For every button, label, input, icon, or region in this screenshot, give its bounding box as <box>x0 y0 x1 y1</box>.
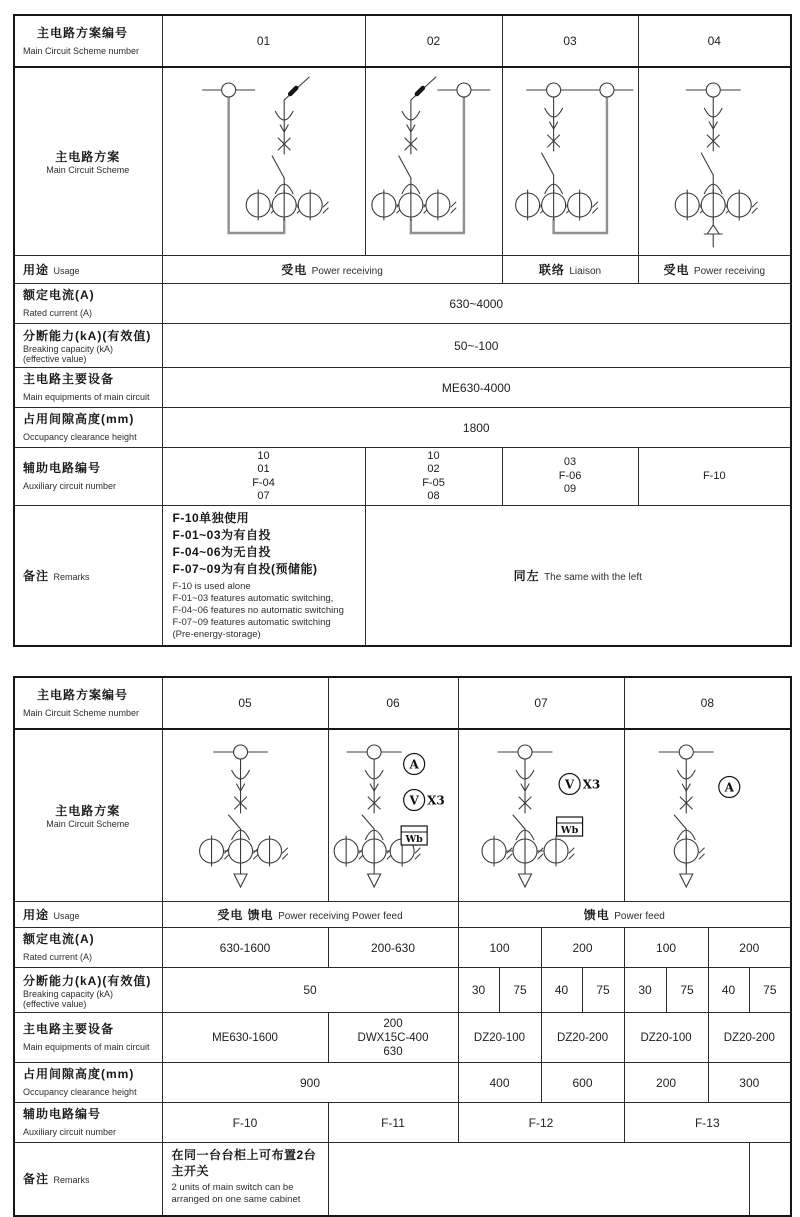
t2-breaking-en2: (effective value) <box>23 998 87 1009</box>
t2-aux-en: Auxiliary circuit number <box>23 1127 117 1137</box>
t2-diagram-row <box>14 729 791 902</box>
t1-rated-en: Rated current (A) <box>23 308 93 318</box>
t1-aux-label-cell <box>14 448 162 506</box>
t1-remarks-en: Remarks <box>53 571 90 582</box>
t2-equip-value-07b: DZ20-200 <box>541 1013 624 1063</box>
t1-usage-v12-zh: 受电 <box>281 262 308 277</box>
t1-breaking-zh: 分断能力(kA)(有效值) <box>23 329 152 343</box>
busbar-node-circle <box>518 745 532 759</box>
t2-rated-value-07a: 100 <box>458 928 541 968</box>
t2-breaking-label-cell <box>14 968 162 1013</box>
t2-breaking-c4: 75 <box>582 968 624 1013</box>
t2-usage-v56-en: Power receiving Power feed <box>278 910 403 922</box>
t2-height-value-07b: 600 <box>541 1063 624 1103</box>
scheme-01-diagram <box>163 70 365 253</box>
t1-aux-value-04: F-10 <box>638 448 791 506</box>
t2-scheme-label-zh: 主电路方案 <box>55 804 121 818</box>
scheme-02-diagram <box>366 70 502 253</box>
t1-scheme-label-en: Main Circuit Scheme <box>46 165 130 175</box>
scheme-02-cell <box>365 67 502 256</box>
t2-equip-value-06: 200 DWX15C-400 630 <box>328 1013 458 1063</box>
scheme-08-cell <box>624 729 791 902</box>
t2-remarks-value-05 <box>162 1143 328 1216</box>
t2-col-08: 08 <box>624 677 791 729</box>
t2-rated-zh: 额定电流(A) <box>23 932 95 946</box>
scheme-05-diagram <box>163 732 328 899</box>
t1-rated-row <box>14 284 791 324</box>
t1-aux-value-01: 10 01 F-04 07 <box>162 448 365 506</box>
t1-remarks-value-01 <box>162 506 365 647</box>
t1-height-label-cell <box>14 408 162 448</box>
t2-breaking-c5: 30 <box>624 968 666 1013</box>
t2-breaking-zh: 分断能力(kA)(有效值) <box>23 973 152 988</box>
t2-header-label-cell <box>14 677 162 729</box>
busbar-node-circle <box>546 83 560 97</box>
t1-breaking-row <box>14 324 791 368</box>
t2-breaking-en1: Breaking capacity (kA) <box>23 988 114 999</box>
t1-remarks-same-zh: 同左 <box>513 568 540 583</box>
t2-breaking-c3: 40 <box>541 968 582 1013</box>
t2-equip-zh: 主电路主要设备 <box>23 1022 115 1036</box>
t2-rated-row <box>14 928 791 968</box>
t2-usage-zh: 用途 <box>23 907 50 922</box>
t2-rated-en: Rated current (A) <box>23 952 93 962</box>
t2-header-zh: 主电路方案编号 <box>37 687 129 702</box>
t1-aux-row <box>14 448 791 506</box>
t2-breaking-c6: 75 <box>666 968 708 1013</box>
scheme-06-cell <box>328 729 458 902</box>
t2-aux-zh: 辅助电路编号 <box>23 1107 102 1121</box>
t1-usage-v3-en: Liaison <box>569 265 602 277</box>
meter-multiplier-label: X3 <box>582 777 600 792</box>
scheme-04-diagram <box>639 70 791 253</box>
t2-usage-label-cell <box>14 902 162 928</box>
t2-remarks-v5-en: 2 units of main switch can be arranged on one same cabinet <box>171 1182 301 1205</box>
scheme-05-cell <box>162 729 328 902</box>
t1-usage-v12-en: Power receiving <box>311 265 383 277</box>
t1-aux-value-02: 10 02 F-05 08 <box>365 448 502 506</box>
t2-aux-row <box>14 1103 791 1143</box>
scheme-08-diagram <box>625 732 791 899</box>
t2-scheme-label-en: Main Circuit Scheme <box>46 819 130 829</box>
busbar-node-circle <box>233 745 247 759</box>
t2-height-value-07a: 400 <box>458 1063 541 1103</box>
t1-scheme-label-zh: 主电路方案 <box>55 150 121 164</box>
t2-rated-value-08a: 100 <box>624 928 708 968</box>
t1-aux-en: Auxiliary circuit number <box>23 481 117 491</box>
meter-label: A <box>408 757 419 772</box>
t2-header-row <box>14 677 791 729</box>
t1-col-02: 02 <box>365 15 502 67</box>
t1-remarks-zh: 备注 <box>23 568 50 583</box>
t2-equip-value-08a: DZ20-100 <box>624 1013 708 1063</box>
t2-breaking-c2: 75 <box>499 968 541 1013</box>
t1-breaking-value: 50~-100 <box>162 324 791 368</box>
t2-height-value-08a: 200 <box>624 1063 708 1103</box>
t2-header-en: Main Circuit Scheme number <box>23 707 140 718</box>
main-circuit-table-2 <box>13 676 792 1217</box>
scheme-07-cell <box>458 729 624 902</box>
t2-remarks-v5-zh: 在同一台台柜上可布置2台 主开关 <box>171 1148 317 1178</box>
t2-col-05: 05 <box>162 677 328 729</box>
busbar-node-circle <box>221 83 235 97</box>
t1-usage-en: Usage <box>53 265 80 276</box>
t1-equip-en: Main equipments of main circuit <box>23 392 150 402</box>
t2-usage-v78-zh: 馈电 <box>583 907 610 922</box>
t1-usage-zh: 用途 <box>23 262 50 277</box>
t1-rated-label-cell <box>14 284 162 324</box>
t2-rated-value-07b: 200 <box>541 928 624 968</box>
t1-equip-row <box>14 368 791 408</box>
t1-usage-row <box>14 256 791 284</box>
t1-usage-v4-zh: 受电 <box>663 262 690 277</box>
outgoing-feeder-arrow-icon <box>518 874 531 887</box>
t2-remarks-zh: 备注 <box>23 1171 50 1186</box>
t2-breaking-c7: 40 <box>708 968 749 1013</box>
scheme-03-cell <box>502 67 638 256</box>
scheme-01-cell <box>162 67 365 256</box>
t2-rated-value-06: 200-630 <box>328 928 458 968</box>
busbar-node-circle <box>456 83 470 97</box>
t2-aux-value-08: F-13 <box>624 1103 791 1143</box>
scheme-03-diagram <box>503 70 638 253</box>
energy-meter-label: Wb <box>560 825 578 836</box>
t1-usage-v4-en: Power receiving <box>693 265 766 277</box>
t2-remarks-en: Remarks <box>53 1174 90 1185</box>
t1-usage-value-03 <box>502 256 638 284</box>
t2-breaking-value-05-06: 50 <box>162 968 458 1013</box>
t1-aux-zh: 辅助电路编号 <box>23 461 102 475</box>
t2-aux-value-07: F-12 <box>458 1103 624 1143</box>
t2-rated-value-05: 630-1600 <box>162 928 328 968</box>
t1-remarks-same-as-left <box>365 506 791 647</box>
t2-remarks-row <box>14 1143 791 1216</box>
t2-equip-label-cell <box>14 1013 162 1063</box>
t1-usage-value-04 <box>638 256 791 284</box>
t1-rated-value: 630~4000 <box>162 284 791 324</box>
t1-aux-value-03: 03 F-06 09 <box>502 448 638 506</box>
meter-label: A <box>724 780 734 795</box>
t2-breaking-c1: 30 <box>458 968 499 1013</box>
t2-height-value-05-06: 900 <box>162 1063 458 1103</box>
main-circuit-table-1 <box>13 14 792 647</box>
t2-height-en: Occupancy clearance height <box>23 1087 137 1097</box>
outgoing-feeder-arrow-icon <box>367 874 380 887</box>
busbar-node-circle <box>367 745 381 759</box>
t1-col-03: 03 <box>502 15 638 67</box>
t2-usage-en: Usage <box>53 910 80 921</box>
t2-equip-value-08b: DZ20-200 <box>708 1013 791 1063</box>
t1-remarks-same-en: The same with the left <box>544 571 642 583</box>
t2-scheme-label-cell <box>14 729 162 902</box>
t2-rated-value-08b: 200 <box>708 928 791 968</box>
t2-height-value-08b: 300 <box>708 1063 791 1103</box>
t2-remarks-empty <box>328 1143 749 1216</box>
t2-col-06: 06 <box>328 677 458 729</box>
t1-remarks-zh-lines: F-10单独使用 F-01~03为有自投 F-04~06为无自投 F-07~09为有自投(预储能) <box>172 511 318 576</box>
t2-breaking-row <box>14 968 791 1013</box>
meter-multiplier-label: X3 <box>426 793 445 808</box>
scheme-07-diagram <box>459 732 624 899</box>
t2-height-label-cell <box>14 1063 162 1103</box>
busbar-node-circle <box>706 83 720 97</box>
t2-aux-label-cell <box>14 1103 162 1143</box>
t1-equip-value: ME630-4000 <box>162 368 791 408</box>
t2-col-07: 07 <box>458 677 624 729</box>
t2-usage-row <box>14 902 791 928</box>
t2-usage-v78-en: Power feed <box>614 910 665 922</box>
t1-equip-label-cell <box>14 368 162 408</box>
t1-remarks-row <box>14 506 791 647</box>
t1-height-row <box>14 408 791 448</box>
meter-label: V <box>564 777 574 792</box>
outgoing-feeder-arrow-icon <box>679 874 692 887</box>
busbar-node-circle <box>679 745 693 759</box>
t1-remarks-label-cell <box>14 506 162 647</box>
t1-usage-label-cell <box>14 256 162 284</box>
t1-breaking-en2: (effective value) <box>23 354 87 364</box>
t1-col-04: 04 <box>638 15 791 67</box>
scheme-06-diagram <box>329 732 458 899</box>
t2-aux-value-06: F-11 <box>328 1103 458 1143</box>
busbar-node-circle <box>599 83 613 97</box>
meter-label: V <box>408 793 419 808</box>
t1-col-01: 01 <box>162 15 365 67</box>
t1-height-value: 1800 <box>162 408 791 448</box>
scheme-04-cell <box>638 67 791 256</box>
t2-equip-en: Main equipments of main circuit <box>23 1042 150 1052</box>
t2-equip-row <box>14 1013 791 1063</box>
t2-breaking-c8: 75 <box>749 968 791 1013</box>
t1-breaking-en1: Breaking capacity (kA) <box>23 344 114 354</box>
t1-usage-v3-zh: 联络 <box>538 262 565 277</box>
t1-header-label-cell <box>14 15 162 67</box>
t2-usage-value-05-06 <box>162 902 458 928</box>
arrester-icon <box>707 225 719 234</box>
t1-breaking-label-cell <box>14 324 162 368</box>
t1-height-en: Occupancy clearance height <box>23 432 137 442</box>
t1-header-row <box>14 15 791 67</box>
t2-usage-value-07-08 <box>458 902 791 928</box>
t1-height-zh: 占用间隙高度(mm) <box>23 412 135 426</box>
t1-remarks-en-lines: F-10 is used alone F-01~03 features automatic switching, F-04~06 features no automatic switching F-07~09 features automatic switching (Pre-energy-storage) <box>172 581 344 640</box>
t1-header-zh: 主电路方案编号 <box>37 25 129 40</box>
t1-equip-zh: 主电路主要设备 <box>23 372 115 386</box>
t2-remarks-label-cell <box>14 1143 162 1216</box>
t1-usage-value-01-02 <box>162 256 502 284</box>
t1-header-en: Main Circuit Scheme number <box>23 45 140 56</box>
t2-rated-label-cell <box>14 928 162 968</box>
t2-equip-value-07a: DZ20-100 <box>458 1013 541 1063</box>
energy-meter-label: Wb <box>404 834 423 845</box>
t1-scheme-label-cell <box>14 67 162 256</box>
t2-height-row <box>14 1063 791 1103</box>
t2-equip-value-05: ME630-1600 <box>162 1013 328 1063</box>
t2-aux-value-05: F-10 <box>162 1103 328 1143</box>
t2-usage-v56-zh: 受电 馈电 <box>217 907 274 922</box>
t2-height-zh: 占用间隙高度(mm) <box>23 1067 135 1081</box>
outgoing-feeder-arrow-icon <box>234 874 247 887</box>
t1-diagram-row <box>14 67 791 256</box>
t1-rated-zh: 额定电流(A) <box>23 288 95 302</box>
